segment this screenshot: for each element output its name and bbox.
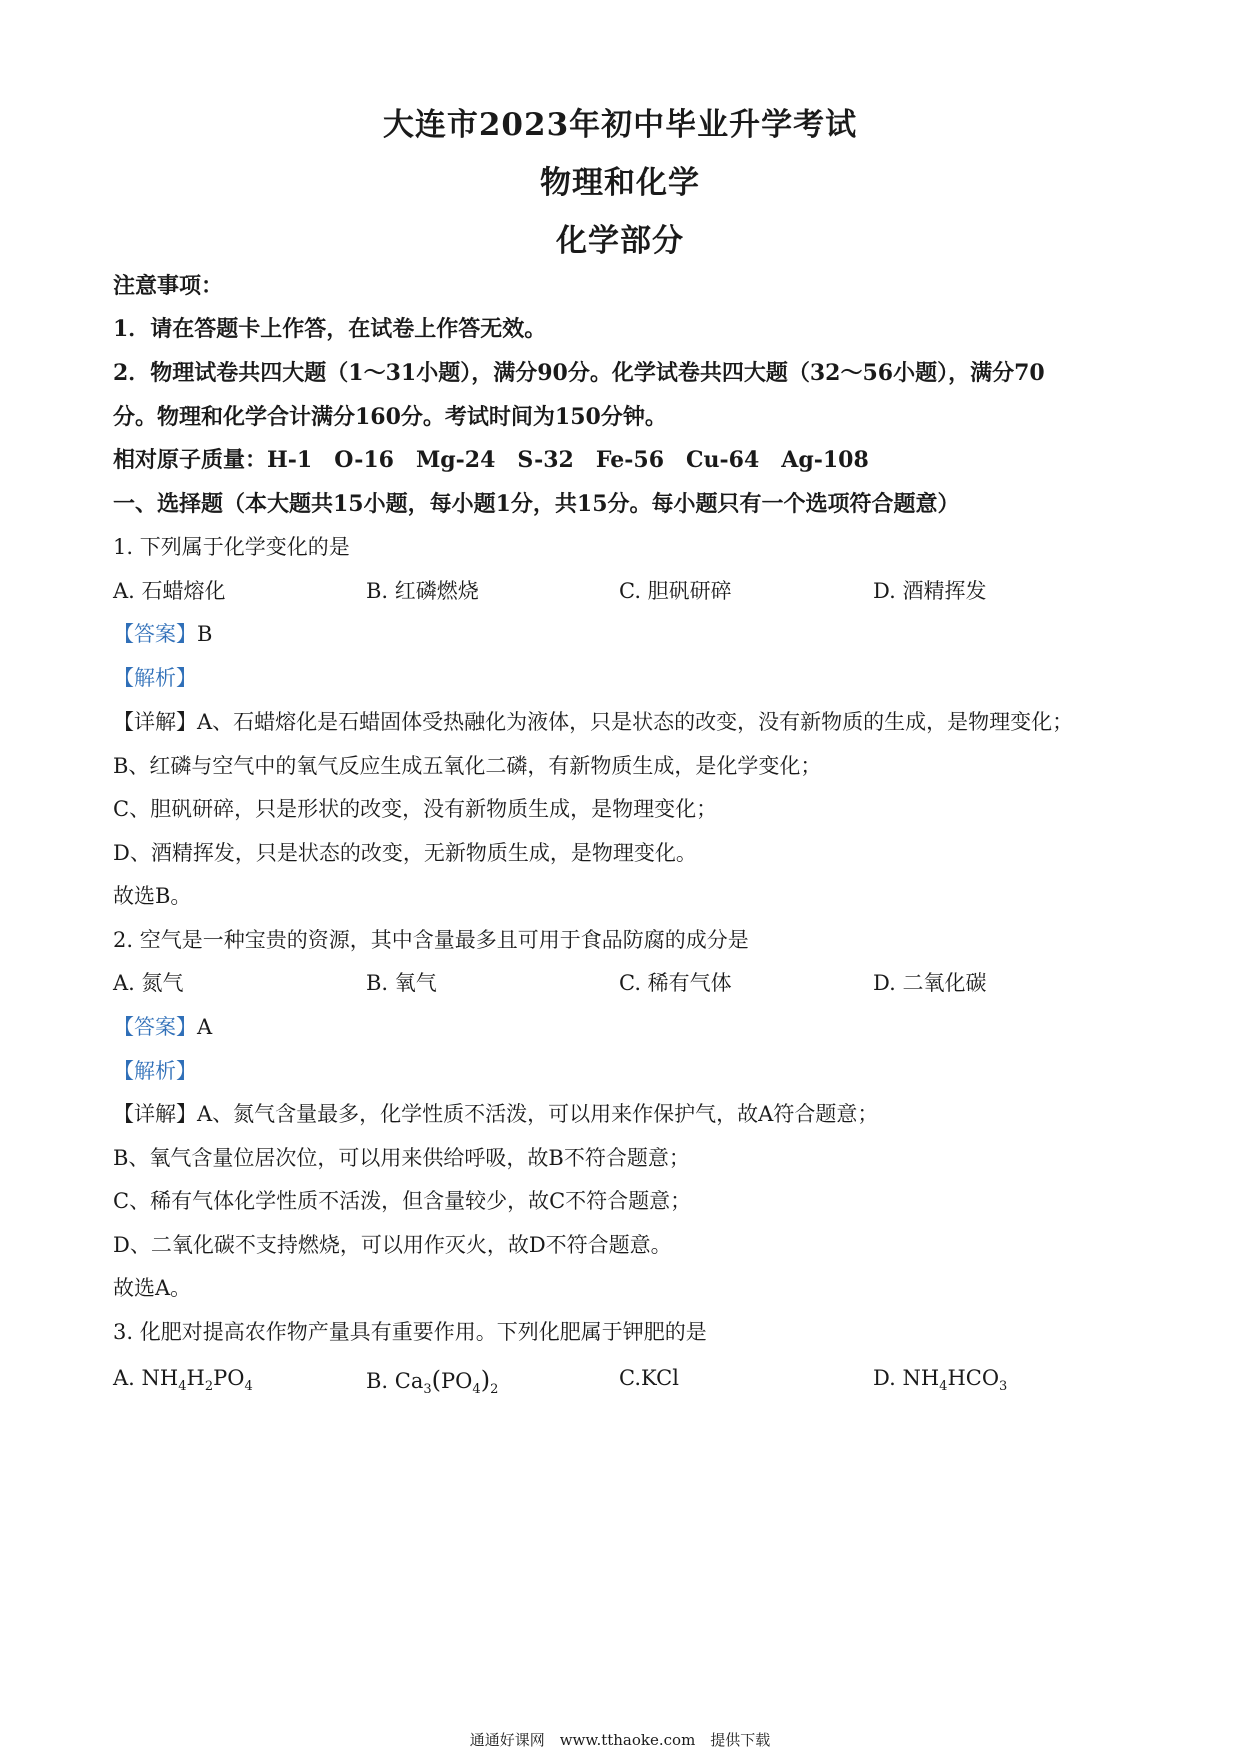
formula-kcl: KCl	[641, 1366, 679, 1390]
q1-detail-line-4: D、酒精挥发，只是状态的改变，无新物质生成，是物理变化。	[113, 841, 697, 865]
q2-option-c: C. 稀有气体	[619, 971, 732, 995]
q2-analysis-tag: 【解析】	[113, 1059, 197, 1083]
q2-options	[113, 967, 1123, 997]
q3-option-c	[619, 1366, 679, 1390]
q3-option-b	[366, 1366, 499, 1397]
answer-value: A	[197, 1015, 213, 1039]
q1-conclusion: 故选B。	[113, 884, 192, 908]
q1-options	[113, 575, 1123, 605]
q2-detail-line-1	[113, 1098, 878, 1128]
detail-tag: 【详解】	[113, 1102, 197, 1126]
q3-options	[113, 1366, 1123, 1396]
section-title: 化学部分	[556, 223, 684, 259]
note-item-2-line-1: 2．物理试卷共四大题（1～31小题），满分90分。化学试卷共四大题（32～56小题），满分70	[113, 360, 1045, 386]
q1-detail-line-2: B、红磷与空气中的氧气反应生成五氧化二磷，有新物质生成，是化学变化；	[113, 754, 822, 778]
answer-tag: 【答案】	[113, 622, 197, 646]
note-item-1: 1．请在答题卡上作答，在试卷上作答无效。	[113, 316, 547, 342]
option-letter: C.	[619, 1366, 641, 1390]
formula-ca3po42: $Ca_3(PO_4)_2$	[394, 1366, 499, 1397]
option-letter: B.	[366, 1369, 389, 1393]
detail-text: A、石蜡熔化是石蜡固体受热融化为液体，只是状态的改变，没有新物质的生成，是物理变化；	[197, 710, 1074, 734]
formula-nh4hco3: $NH_4HCO_3$	[902, 1366, 1008, 1394]
notes-heading: 注意事项：	[113, 273, 224, 299]
part1-heading: 一、选择题（本大题共15小题，每小题1分，共15分。每小题只有一个选项符合题意）	[113, 491, 960, 517]
atomic-mass-line: 相对原子质量：H-1 O-16 Mg-24 S-32 Fe-56 Cu-64 Ag-108	[113, 447, 869, 473]
exam-title: 大连市2023年初中毕业升学考试	[382, 107, 858, 143]
page-footer: 通通好课网 www.tthaoke.com 提供下载	[469, 1731, 771, 1749]
q1-option-d: D. 酒精挥发	[873, 579, 987, 603]
q1-option-a: A. 石蜡熔化	[113, 579, 226, 603]
formula-nh4h2po4: $NH_4H_2PO_4$	[141, 1366, 253, 1394]
answer-tag: 【答案】	[113, 1015, 197, 1039]
q2-stem: 2. 空气是一种宝贵的资源，其中含量最多且可用于食品防腐的成分是	[113, 928, 749, 952]
q1-detail-line-3: C、胆矾研碎，只是形状的改变，没有新物质生成，是物理变化；	[113, 797, 718, 821]
q2-detail-line-4: D、二氧化碳不支持燃烧，可以用作灭火，故D不符合题意。	[113, 1233, 672, 1257]
q2-option-a: A. 氮气	[113, 971, 184, 995]
detail-text: A、氮气含量最多，化学性质不活泼，可以用来作保护气，故A符合题意；	[197, 1102, 879, 1126]
q1-stem: 1. 下列属于化学变化的是	[113, 535, 350, 559]
q2-detail-line-3: C、稀有气体化学性质不活泼，但含量较少，故C不符合题意；	[113, 1189, 692, 1213]
q2-conclusion: 故选A。	[113, 1276, 192, 1300]
q2-detail-line-2: B、氧气含量位居次位，可以用来供给呼吸，故B不符合题意；	[113, 1146, 690, 1170]
q3-stem: 3. 化肥对提高农作物产量具有重要作用。下列化肥属于钾肥的是	[113, 1320, 707, 1344]
q2-option-b: B. 氧气	[366, 971, 437, 995]
q1-detail-line-1	[113, 706, 1073, 736]
q1-analysis-tag: 【解析】	[113, 666, 197, 690]
note-item-2-line-2: 分。物理和化学合计满分160分。考试时间为150分钟。	[113, 404, 667, 430]
exam-subtitle: 物理和化学	[540, 165, 700, 201]
q3-option-d	[873, 1366, 1008, 1394]
q1-option-b: B. 红磷燃烧	[366, 579, 479, 603]
q2-option-d: D. 二氧化碳	[873, 971, 987, 995]
q3-option-a	[113, 1366, 253, 1394]
option-letter: A.	[113, 1366, 135, 1390]
q1-option-c: C. 胆矾研碎	[619, 579, 732, 603]
answer-value: B	[197, 622, 213, 646]
detail-tag: 【详解】	[113, 710, 197, 734]
q2-answer	[113, 1011, 212, 1041]
q1-answer	[113, 618, 212, 648]
option-letter: D.	[873, 1366, 896, 1390]
